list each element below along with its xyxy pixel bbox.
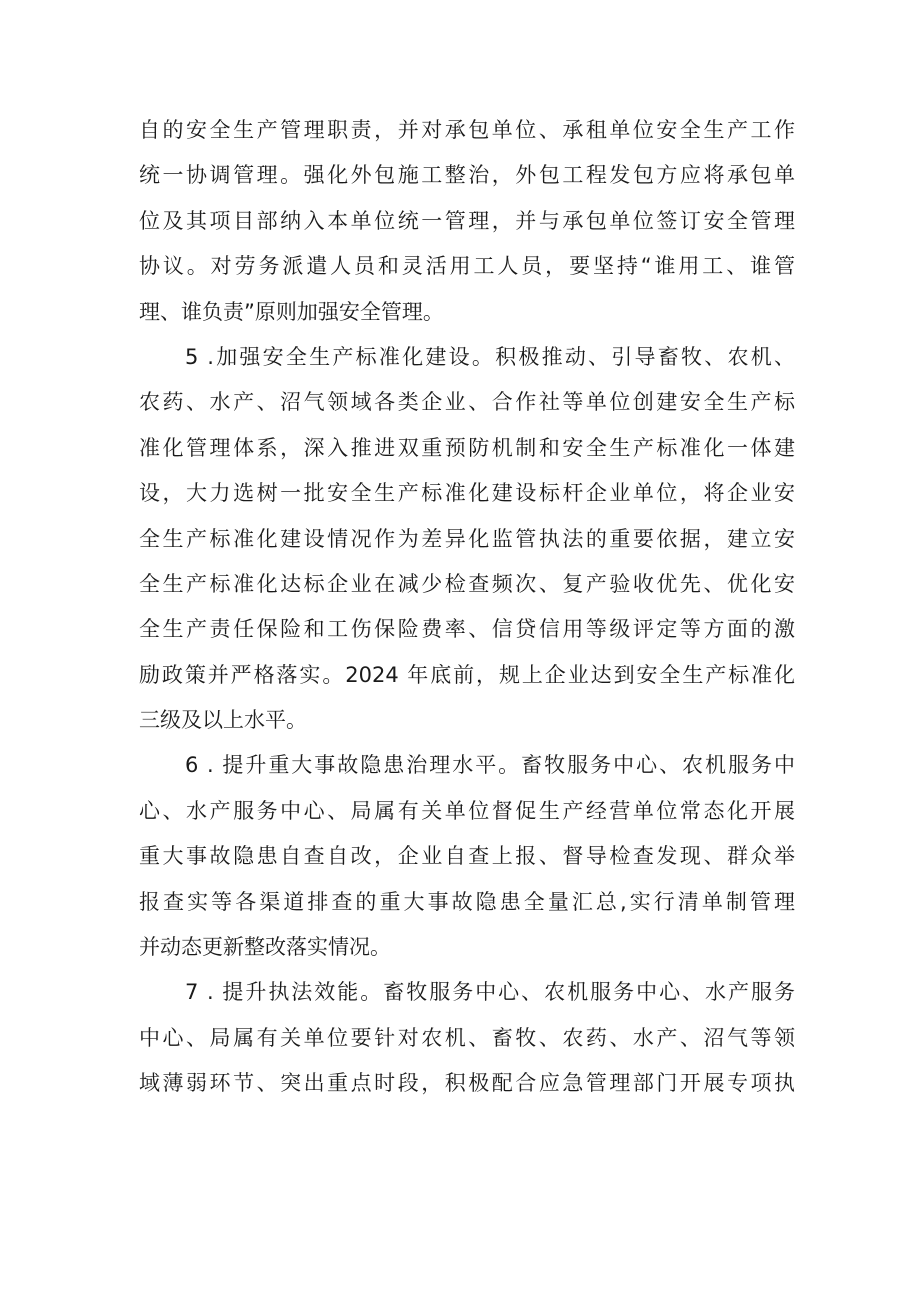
paragraph-2-line-1: 5 .加强安全生产标准化建设。积极推动、引导畜牧、农机、 [185,344,795,369]
paragraph-2-line-9: 三级及以上水平。 [139,708,307,733]
paragraph-1-line-4: 协议。对劳务派遣人员和灵活用工人员，要坚持“谁用工、谁管 [139,254,795,279]
paragraph-3-line-3: 重大事故隐患自查自改，企业自查上报、督导检查发现、群众举 [139,844,795,869]
paragraph-1-line-2: 统一协调管理。强化外包施工整治，外包工程发包方应将承包单 [139,163,795,188]
paragraph-2-line-3: 准化管理体系，深入推进双重预防机制和安全生产标准化一体建 [139,435,795,460]
paragraph-1-line-1: 自的安全生产管理职责，并对承包单位、承租单位安全生产工作 [139,118,795,142]
paragraph-2-line-5: 全生产标准化建设情况作为差异化监管执法的重要依据，建立安 [139,526,795,551]
paragraph-2-line-4: 设，大力选树一批安全生产标准化建设标杆企业单位，将企业安 [139,481,795,506]
paragraph-3-line-5: 并动态更新整改落实情况。 [139,935,391,960]
paragraph-4-line-2: 中心、局属有关单位要针对农机、畜牧、农药、水产、沼气等领 [139,1025,795,1050]
paragraph-1-line-5: 理、谁负责”原则加强安全管理。 [139,299,444,324]
paragraph-2-line-7: 全生产责任保险和工伤保险费率、信贷信用等级评定等方面的激 [139,617,795,642]
paragraph-4-line-1: 7 . 提升执法效能。畜牧服务中心、农机服务中心、水产服务 [185,980,795,1005]
paragraph-3-line-1: 6 . 提升重大事故隐患治理水平。畜牧服务中心、农机服务中 [185,753,795,778]
paragraph-1-line-3: 位及其项目部纳入本单位统一管理，并与承包单位签订安全管理 [139,208,795,233]
paragraph-2-line-6: 全生产标准化达标企业在减少检查频次、复产验收优先、优化安 [139,571,795,596]
paragraph-3-line-4: 报查实等各渠道排查的重大事故隐患全量汇总,实行清单制管理 [139,889,795,914]
paragraph-4-line-3: 域薄弱环节、突出重点时段，积极配合应急管理部门开展专项执 [139,1071,795,1096]
paragraph-2-line-8: 励政策并严格落实。2024 年底前，规上企业达到安全生产标准化 [139,662,795,687]
document-body [139,108,795,1107]
paragraph-3-line-2: 心、水产服务中心、局属有关单位督促生产经营单位常态化开展 [139,798,795,823]
paragraph-2-line-2: 农药、水产、沼气领域各类企业、合作社等单位创建安全生产标 [139,390,795,415]
